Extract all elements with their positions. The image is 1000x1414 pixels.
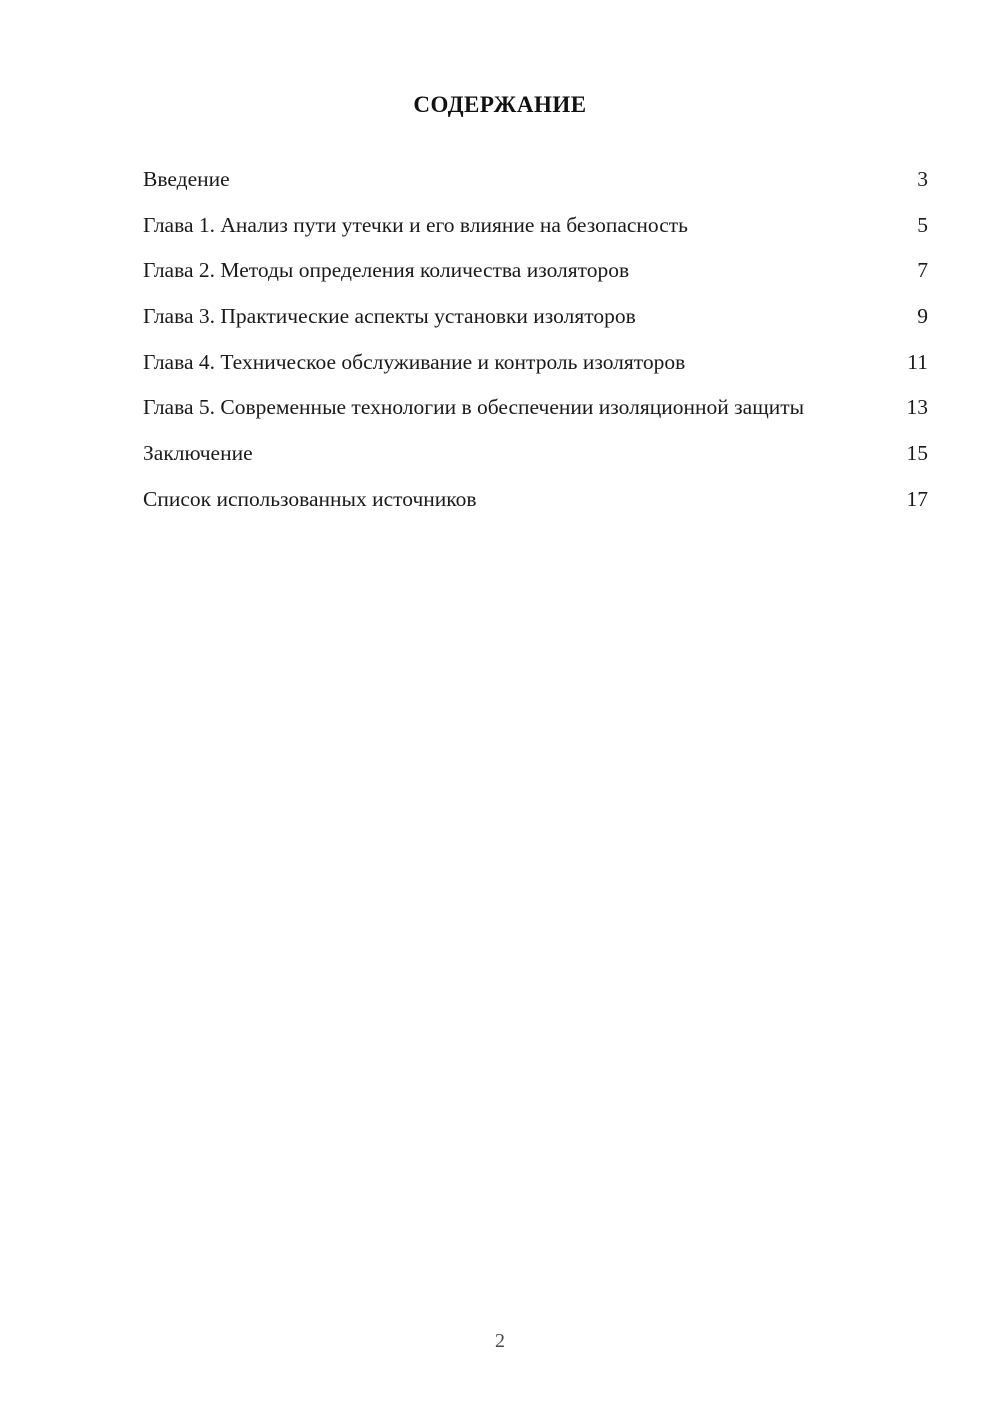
toc-entry-page: 9 [917, 304, 928, 329]
toc-entry-label: Глава 4. Техническое обслуживание и контроль изоляторов [143, 349, 686, 374]
toc-entry-3[interactable] [143, 300, 928, 333]
toc-entry-page: 3 [917, 167, 928, 191]
toc-entry-7[interactable] [143, 483, 928, 516]
toc-entry-4[interactable] [143, 346, 928, 379]
toc-entry-5[interactable] [143, 391, 928, 424]
page-title: СОДЕРЖАНИЕ [413, 92, 587, 117]
toc-entry-0[interactable] [143, 163, 928, 196]
toc-entry-label: Список использованных источников [143, 486, 477, 511]
toc-entry-page: 11 [907, 349, 928, 374]
toc-entry-page: 13 [906, 395, 928, 420]
toc-entry-label: Введение [143, 167, 230, 191]
toc-entry-label: Глава 5. Современные технологии в обеспечении изоляционной защиты [143, 395, 805, 420]
table-of-contents [143, 163, 928, 528]
toc-entry-label: Глава 3. Практические аспекты установки изоляторов [143, 304, 636, 329]
toc-entry-page: 17 [906, 486, 928, 511]
toc-entry-page: 7 [917, 258, 928, 283]
toc-entry-page: 5 [917, 212, 928, 237]
toc-entry-label: Заключение [143, 441, 253, 466]
toc-entry-2[interactable] [143, 254, 928, 287]
page-folio: 2 [495, 1330, 505, 1352]
toc-entry-1[interactable] [143, 209, 928, 242]
toc-entry-6[interactable] [143, 437, 928, 470]
toc-entry-page: 15 [906, 441, 928, 466]
toc-entry-label: Глава 1. Анализ пути утечки и его влияние на безопасность [143, 212, 688, 237]
toc-entry-label: Глава 2. Методы определения количества изоляторов [143, 258, 630, 283]
